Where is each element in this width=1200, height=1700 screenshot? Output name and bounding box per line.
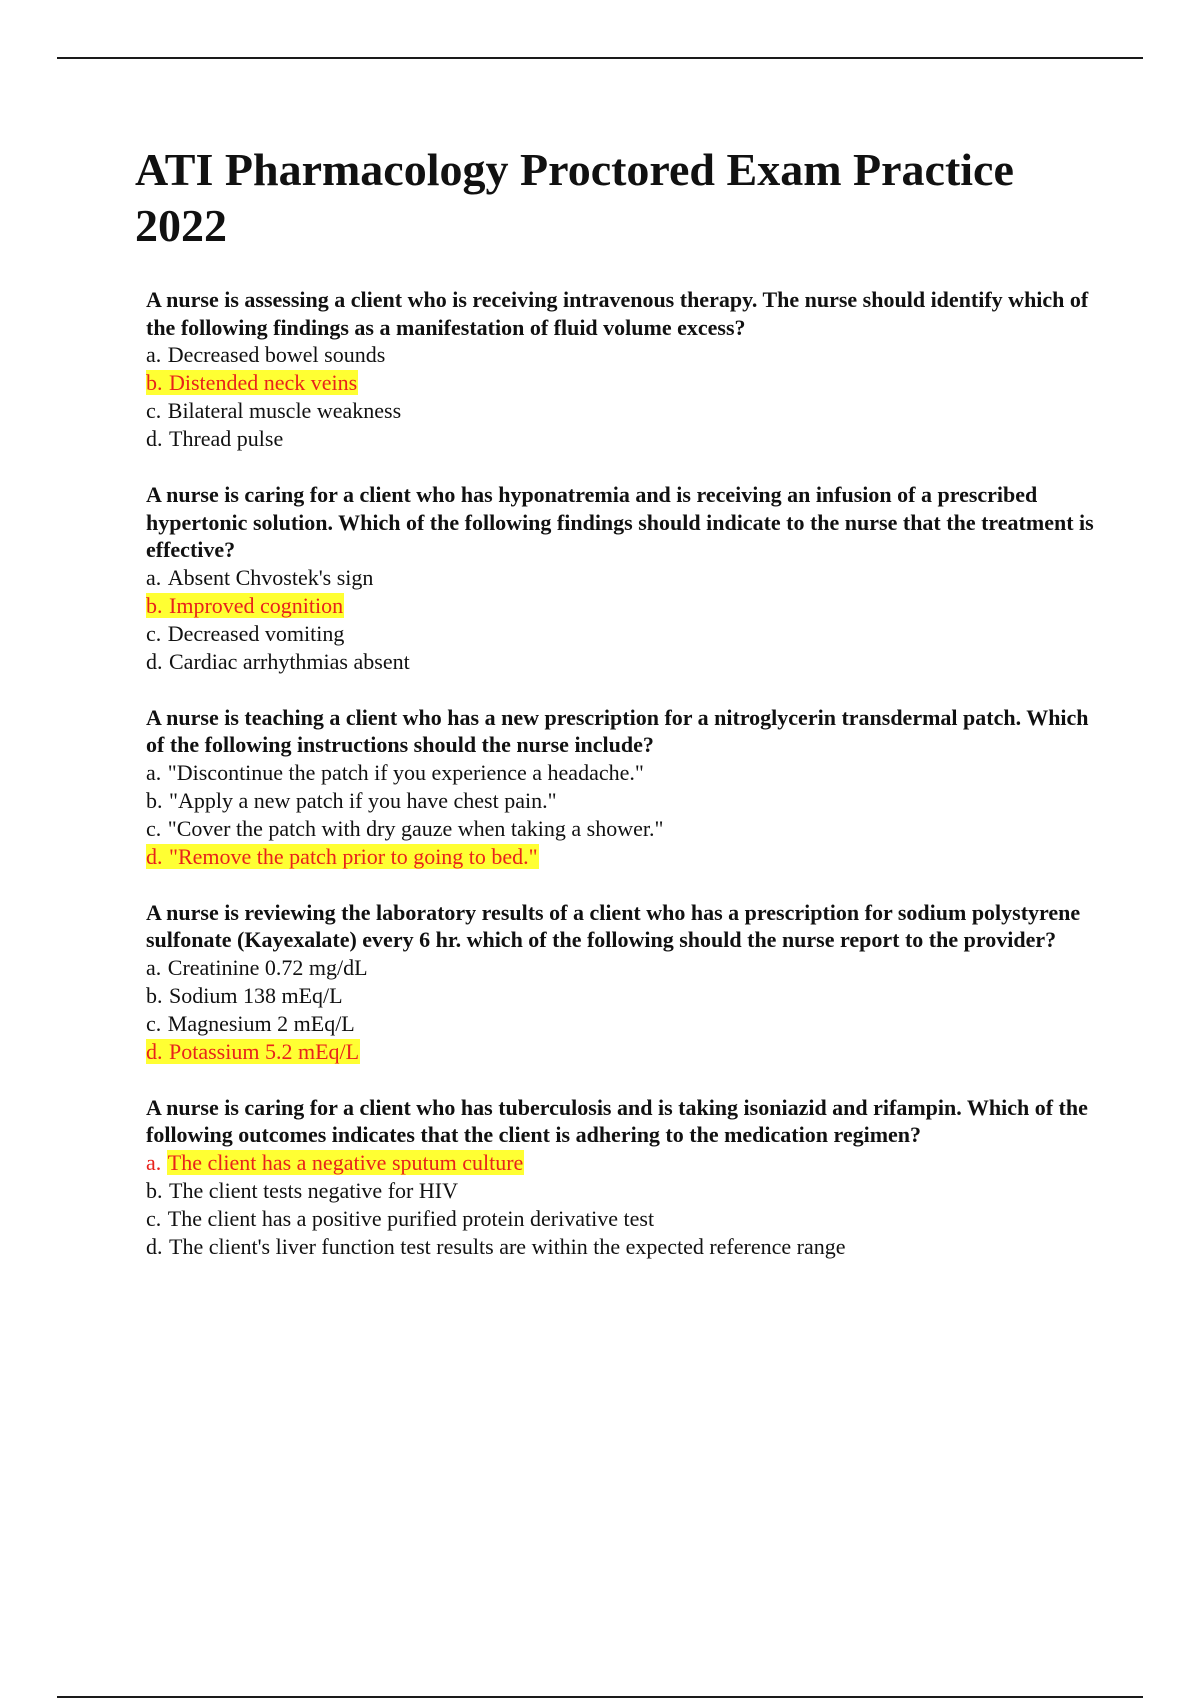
answer-options [146,564,1096,676]
option-c[interactable] [146,397,1096,425]
option-c[interactable] [146,815,1096,843]
answer-options [146,341,1096,453]
option-text [163,370,359,395]
option-letter: c. [146,1010,162,1036]
option-text: Absent Chvostek's sign [167,564,374,590]
option-b[interactable] [146,1177,1096,1205]
option-letter: d. [146,426,163,451]
question-4 [146,899,1096,1066]
option-text-value: "Remove the patch prior to going to bed." [169,843,538,869]
option-b[interactable] [146,982,1096,1010]
option-c[interactable] [146,620,1096,648]
option-d[interactable] [146,1233,1096,1261]
option-text [163,593,345,618]
option-a-correct-answer[interactable] [146,1149,1096,1177]
option-text: Cardiac arrhythmias absent [169,648,410,674]
option-d-correct-answer[interactable] [146,843,1096,871]
option-text: "Discontinue the patch if you experience a headache." [167,759,644,785]
option-letter: b. [146,592,163,618]
option-letter: b. [146,982,163,1008]
option-letter: c. [146,398,162,423]
option-b[interactable] [146,787,1096,815]
question-5 [146,1094,1096,1261]
option-letter: a. [146,564,162,590]
option-letter: d. [146,1233,163,1259]
option-a[interactable] [146,341,1096,369]
question-stem: A nurse is assessing a client who is receiving intravenous therapy. The nurse should identify which of the following findings as a manifestation of fluid volume excess? [146,287,1089,340]
option-text: Bilateral muscle weakness [167,398,402,423]
answer-options [146,759,1096,871]
option-b-correct-answer[interactable] [146,369,1096,397]
option-text-value: Improved cognition [169,592,344,618]
option-letter: a. [146,1149,162,1175]
option-letter: d. [146,1038,163,1064]
option-d[interactable] [146,648,1096,676]
option-d[interactable] [146,425,1096,453]
option-text: Creatinine 0.72 mg/dL [167,954,368,980]
option-a[interactable] [146,759,1096,787]
top-rule [57,57,1143,59]
option-text-value: Distended neck veins [169,370,358,395]
option-b-correct-answer[interactable] [146,592,1096,620]
option-letter: a. [146,342,162,367]
option-letter: b. [146,1177,163,1203]
option-text: Thread pulse [169,426,284,451]
option-letter: d. [146,843,163,869]
question-stem: A nurse is teaching a client who has a new prescription for a nitroglycerin transdermal patch. Which of the following instructions should the nurse include? [146,704,1089,757]
option-letter: a. [146,954,162,980]
option-letter: b. [146,370,163,395]
question-3 [146,704,1096,871]
option-letter: b. [146,787,163,813]
question-stem: A nurse is reviewing the laboratory results of a client who has a prescription for sodium polystyrene sulfonate (Kayexalate) every 6 hr. which of the following should the nurse report to the provider? [146,899,1081,952]
option-a[interactable] [146,954,1096,982]
option-text: The client has a negative sputum culture [167,1149,524,1175]
answer-options [146,954,1096,1066]
question-list [146,286,1096,1289]
option-text: The client's liver function test results are within the expected reference range [169,1233,846,1259]
option-text: The client has a positive purified protein derivative test [167,1205,655,1231]
option-c[interactable] [146,1010,1096,1038]
option-text: Decreased vomiting [167,620,345,646]
page-title: ATI Pharmacology Proctored Exam Practice 2022 [135,144,1014,251]
option-text: Decreased bowel sounds [167,342,386,367]
option-c[interactable] [146,1205,1096,1233]
option-letter: d. [146,648,163,674]
option-text: Sodium 138 mEq/L [169,982,343,1008]
question-stem: A nurse is caring for a client who has hyponatremia and is receiving an infusion of a prescribed hypertonic solution. Which of the following findings should indicate to the nurse that the treatment is effective? [146,482,1094,562]
option-text: "Apply a new patch if you have chest pain." [169,787,557,813]
option-text: "Cover the patch with dry gauze when taking a shower." [167,815,664,841]
question-stem: A nurse is caring for a client who has tuberculosis and is taking isoniazid and rifampin. Which of the following outcomes indicates that the client is adhering to the medication regimen? [146,1094,1088,1147]
option-letter: c. [146,815,162,841]
bottom-rule [57,1696,1143,1698]
option-text [163,844,539,869]
option-text: Magnesium 2 mEq/L [167,1010,355,1036]
option-a[interactable] [146,564,1096,592]
option-letter: c. [146,620,162,646]
question-1 [146,286,1096,453]
answer-options [146,1149,1096,1261]
option-letter: c. [146,1205,162,1231]
option-text: The client tests negative for HIV [169,1177,458,1203]
option-letter: a. [146,759,162,785]
option-text-value: Potassium 5.2 mEq/L [169,1038,360,1064]
option-text [163,1039,361,1064]
question-2 [146,481,1096,676]
option-d-correct-answer[interactable] [146,1038,1096,1066]
